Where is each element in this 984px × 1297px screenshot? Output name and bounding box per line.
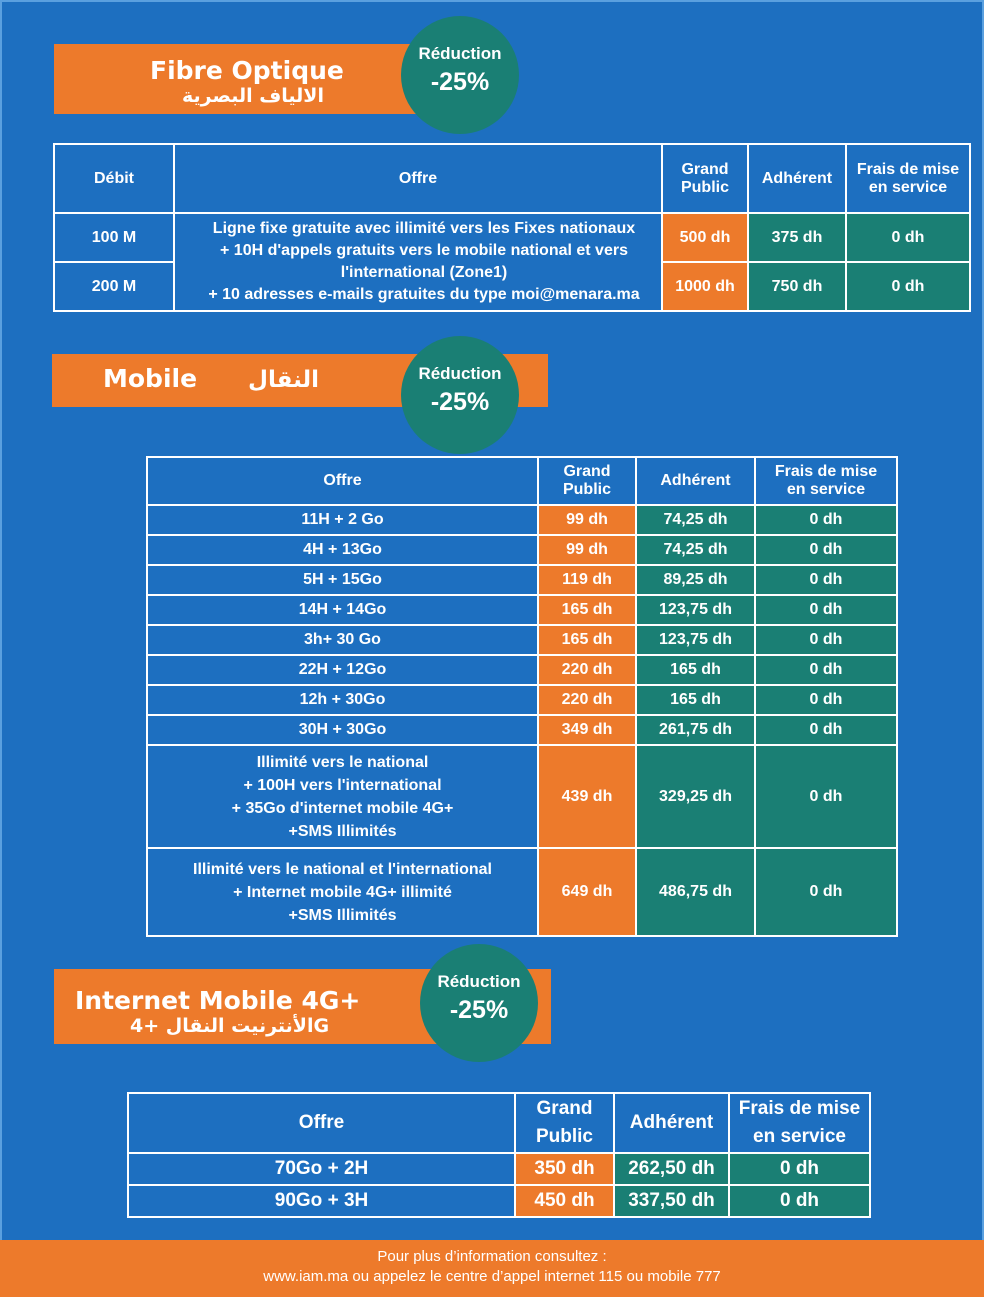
footer-banner [0,1240,984,1297]
footer-info-line: Pour plus d’information consultez : [377,1248,607,1265]
offer-cell: 3h+ 30 Go [147,625,538,655]
col-header-grand-public: Grand Public [662,144,748,213]
table-row [128,1185,870,1217]
offer-line: + 10 adresses e-mails gratuites du type moi@menara.ma [208,286,640,303]
offer-cell: 70Go + 2H [128,1153,515,1185]
adherent-price-cell: 74,25 dh [636,505,755,535]
frais-cell: 0 dh [729,1185,870,1217]
public-price-cell: 439 dh [538,745,636,848]
public-price-cell: 649 dh [538,848,636,936]
frais-cell: 0 dh [846,262,970,311]
offer-line: l'international (Zone1) [340,264,508,281]
badge-label: Réduction [418,44,502,63]
offer-line: + Internet mobile 4G+ illimité [233,883,452,901]
badge-value: -25% [449,996,509,1024]
table-row [54,213,970,262]
badge-label: Réduction [437,972,521,991]
table-row [147,848,897,936]
offer-line: Illimité vers le national et l'international [193,860,492,878]
badge-value: -25% [430,388,490,416]
offer-line: Illimité vers le national [256,753,429,771]
offer-line: +SMS Illimités [288,822,397,840]
table-row [147,715,897,745]
adherent-price-cell: 74,25 dh [636,535,755,565]
public-price-cell: 99 dh [538,505,636,535]
offer-line: Ligne fixe gratuite avec illimité vers les Fixes nationaux [212,220,636,237]
debit-cell: 100 M [54,213,174,262]
offer-line: + 10H d'appels gratuits vers le mobile national et vers [220,242,628,259]
adherent-price-cell: 329,25 dh [636,745,755,848]
public-price-cell: 220 dh [538,685,636,715]
frais-cell: 0 dh [755,565,897,595]
adherent-price-cell: 261,75 dh [636,715,755,745]
public-price-cell: 500 dh [662,213,748,262]
offer-cell: 12h + 30Go [147,685,538,715]
internet-title: Internet Mobile 4G+ [75,986,361,1015]
mobile-title: Mobile [103,364,198,393]
adherent-price-cell: 262,50 dh [614,1153,729,1185]
offer-cell [147,745,538,848]
col-header-frais: Frais de mise en service [846,144,970,213]
offer-cell: 90Go + 3H [128,1185,515,1217]
col-header-grand-public: Grand Public [538,457,636,505]
fibre-discount-badge [401,16,519,134]
offer-cell: 4H + 13Go [147,535,538,565]
frais-cell: 0 dh [755,505,897,535]
fibre-table [53,143,971,312]
frais-cell: 0 dh [755,625,897,655]
adherent-price-cell: 486,75 dh [636,848,755,936]
public-price-cell: 350 dh [515,1153,614,1185]
public-price-cell: 165 dh [538,625,636,655]
offer-cell: 14H + 14Go [147,595,538,625]
debit-cell: 200 M [54,262,174,311]
public-price-cell: 1000 dh [662,262,748,311]
public-price-cell: 165 dh [538,595,636,625]
frais-cell: 0 dh [755,595,897,625]
frais-cell: 0 dh [755,685,897,715]
adherent-price-cell: 750 dh [748,262,846,311]
table-row [147,655,897,685]
col-header-grand-public: Grand Public [515,1093,614,1153]
mobile-table [146,456,898,937]
public-price-cell: 349 dh [538,715,636,745]
col-header-frais: Frais de mise en service [755,457,897,505]
adherent-price-cell: 375 dh [748,213,846,262]
table-row [147,535,897,565]
internet-table [127,1092,871,1218]
fibre-arabic-title: الالياف البصرية [182,85,324,107]
frais-cell: 0 dh [846,213,970,262]
public-price-cell: 119 dh [538,565,636,595]
adherent-price-cell: 123,75 dh [636,595,755,625]
public-price-cell: 450 dh [515,1185,614,1217]
badge-label: Réduction [418,364,502,383]
adherent-price-cell: 337,50 dh [614,1185,729,1217]
fibre-title: Fibre Optique [150,56,344,85]
col-header-frais: Frais de mise en service [729,1093,870,1153]
offer-line: + 100H vers l'international [243,776,442,794]
offer-line: + 35Go d'internet mobile 4G+ [231,799,454,817]
internet-arabic-title: الأنترنيت النقال +4G [130,1015,330,1037]
col-header-adherent: Adhérent [636,457,755,505]
offer-cell: 5H + 15Go [147,565,538,595]
col-header-adherent: Adhérent [748,144,846,213]
col-header-adherent: Adhérent [614,1093,729,1153]
adherent-price-cell: 165 dh [636,655,755,685]
table-row [147,595,897,625]
offer-cell: 11H + 2 Go [147,505,538,535]
col-header-offre: Offre [147,457,538,505]
col-header-offre: Offre [128,1093,515,1153]
frais-cell: 0 dh [755,745,897,848]
table-row [147,625,897,655]
col-header-debit: Débit [54,144,174,213]
frais-cell: 0 dh [755,715,897,745]
adherent-price-cell: 165 dh [636,685,755,715]
offer-cell: 30H + 30Go [147,715,538,745]
mobile-arabic-title: النقال [248,367,320,393]
frais-cell: 0 dh [729,1153,870,1185]
offer-cell [147,848,538,936]
footer-contact-line: www.iam.ma ou appelez le centre d’appel internet 115 ou mobile 777 [263,1268,721,1285]
frais-cell: 0 dh [755,535,897,565]
public-price-cell: 99 dh [538,535,636,565]
table-row [147,505,897,535]
offer-line: +SMS Illimités [288,906,397,924]
frais-cell: 0 dh [755,655,897,685]
table-row [147,565,897,595]
adherent-price-cell: 89,25 dh [636,565,755,595]
adherent-price-cell: 123,75 dh [636,625,755,655]
badge-value: -25% [430,68,490,96]
col-header-offre: Offre [174,144,662,213]
mobile-discount-badge [401,336,519,454]
internet-discount-badge [420,944,538,1062]
table-row [147,745,897,848]
public-price-cell: 220 dh [538,655,636,685]
table-row [128,1153,870,1185]
table-row [147,685,897,715]
frais-cell: 0 dh [755,848,897,936]
fibre-offer-description [174,213,662,311]
offer-cell: 22H + 12Go [147,655,538,685]
